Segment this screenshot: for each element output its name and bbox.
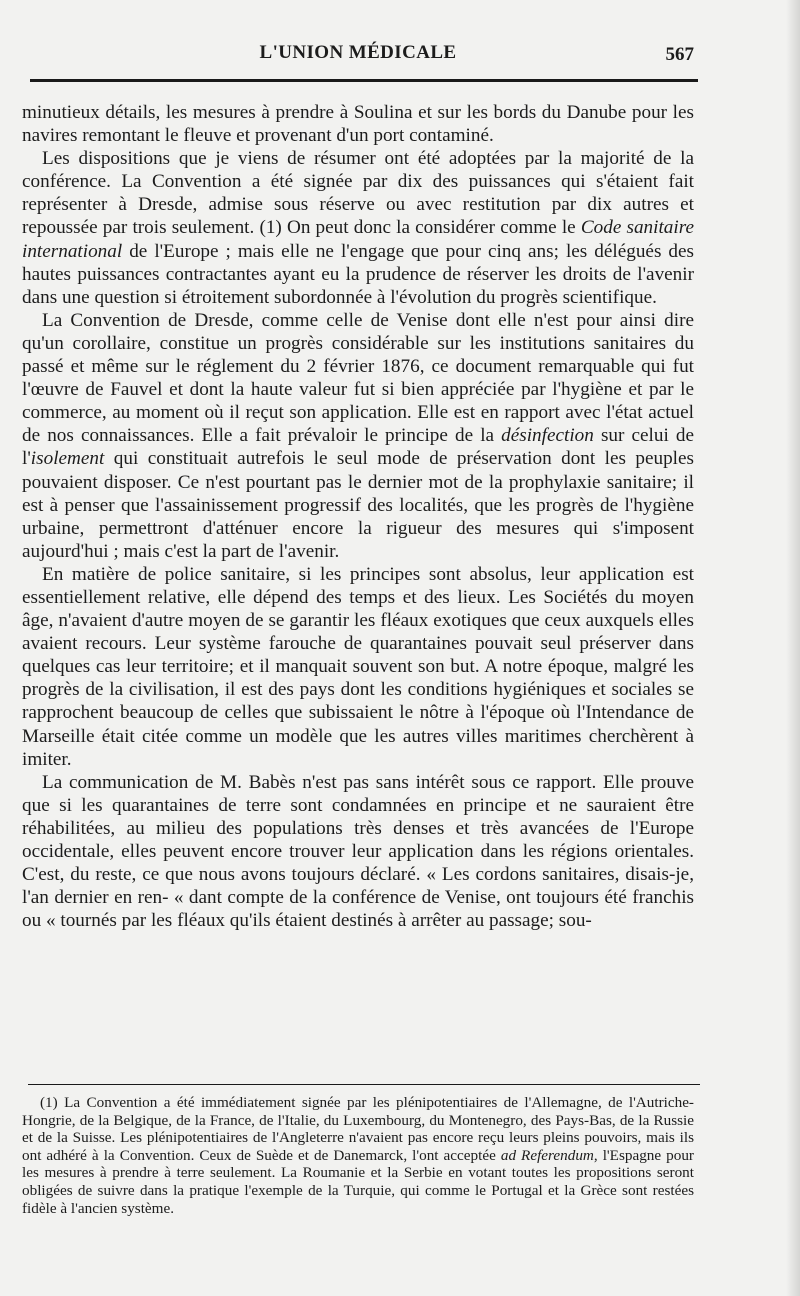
page-number: 567 <box>665 44 694 65</box>
text-span: En matière de police sanitaire, si les principes sont absolus, leur application est essentiellement relative, elle dépend des temps et des lieux. Les Sociétés du moyen âge, n'avaient d'autre moyen de se garantir les fléaux exotiques que ceux auxquels elles avaient recours. Leur système farouche de quarantaines pouvait seul préserver dans quelques cas leur territoire; et il manquait souvent son but. A notre époque, malgré les progrès de la civilisation, il est des pays dont les conditions hygiéniques et sociales se rapprochent beaucoup de celles que subissaient le nôtre à l'époque où l'Intendance de Marseille était citée comme un modèle que les autres villes maritimes cherchèrent à imiter. <box>22 563 694 770</box>
italic-text: Code sanitaire international <box>22 217 694 262</box>
paragraph <box>22 147 694 309</box>
text-span: de l'Europe ; mais elle ne l'engage que pour cinq ans; les délégués des hautes puissances contractantes ayant eu la prudence de réserver les droits de l'avenir dans une question si étroitement subordonnée à l'évolution du progrès scientifique. <box>22 240 694 308</box>
page-edge-shadow <box>786 0 800 1296</box>
text-span: qui constituait autrefois le seul mode de préservation dont les peuples pouvaient disposer. Ce n'est pourtant pas le dernier mot de la prophylaxie sanitaire; il est à penser que l'assainissement progressif des localités, que les progrès de l'hygiène urbaine, permettront d'atténuer encore la rigueur des mesures qui s'imposent aujourd'hui ; mais c'est la part de l'avenir. <box>22 448 694 562</box>
text-span: On peut donc la considérer comme le <box>281 217 581 239</box>
italic-text: ad Referendum <box>500 1146 594 1164</box>
footnote-text: (1) La Convention a été immédiatement signée par les plénipotentiaires de l'Allemagne, de l'Autriche-Hongrie, de la Belgique, de la France, de l'Italie, du Luxembourg, du Montenegro, des Pays-Bas, de la Russie et de la Suisse. Les plénipotentiaires de l'Angleterre n'avaient pas encore reçu leurs pleins pouvoirs, mais ils ont adhéré à la Convention. Ceux de Suède et de Danemarck, l'ont acceptée <box>22 1094 694 1164</box>
footnote <box>22 1094 694 1217</box>
paragraph <box>22 771 694 933</box>
paragraph <box>22 563 694 771</box>
footnote-reference[interactable]: (1) <box>259 217 282 239</box>
paragraph <box>22 101 694 147</box>
paragraph <box>22 309 694 563</box>
header-rule <box>30 79 698 82</box>
italic-text: isolement <box>30 448 105 470</box>
footnote-text: , l'Espagne pour les mesures à prendre à terre seulement. La Roumanie et la Serbie en votant toutes les propositions seront obligées de suivre dans la pratique l'exemple de la Turquie, qui comme le Portugal et la Grèce sont restées fidèle à l'ancien système. <box>22 1146 694 1217</box>
body-text <box>22 101 694 932</box>
footnote-rule <box>28 1084 700 1085</box>
running-title: L'UNION MÉDICALE <box>259 42 457 63</box>
text-span: La communication de M. Babès n'est pas sans intérêt sous ce rapport. Elle prouve que si les quarantaines de terre sont condamnées en principe et ne sauraient être réhabilitées, au milieu des populations très denses et très avancées de l'Europe occidentale, elles peuvent encore trouver leur application dans les régions orientales. C'est, du reste, ce que nous avons toujours déclaré. « Les cordons sanitaires, disais-je, l'an dernier en ren- « dant compte de la conférence de Venise, ont toujours été franchis ou « tournés par les fléaux qu'ils étaient destinés à arrêter au passage; sou- <box>22 771 694 932</box>
text-span: minutieux détails, les mesures à prendre à Soulina et sur les bords du Danube pour les navires remontant le fleuve et provenant d'un port contaminé. <box>22 102 694 147</box>
text-span: La Convention de Dresde, comme celle de Venise dont elle n'est pour ainsi dire qu'un corollaire, constitue un progrès considérable sur les institutions sanitaires du passé et même sur le réglement du 2 février 1876, ce document remarquable qui fut l'œuvre de Fauvel et dont la haute valeur fut si bien appréciée par l'hygiène et par le commerce, au moment où il reçut son application. Elle est en rapport avec l'état actuel de nos connaissances. Elle a fait prévaloir le principe de la <box>22 309 694 447</box>
text-span: Les dispositions que je viens de résumer ont été adoptées par la majorité de la conférence. La Convention a été signée par dix des puissances qui s'étaient fait représenter à Dresde, admise sous réserve ou avec restitution par dix autres et repoussée par trois seulement. <box>22 148 694 239</box>
text-span: sur celui de l' <box>22 425 694 470</box>
italic-text: désinfection <box>501 425 594 447</box>
page-header <box>22 42 694 72</box>
